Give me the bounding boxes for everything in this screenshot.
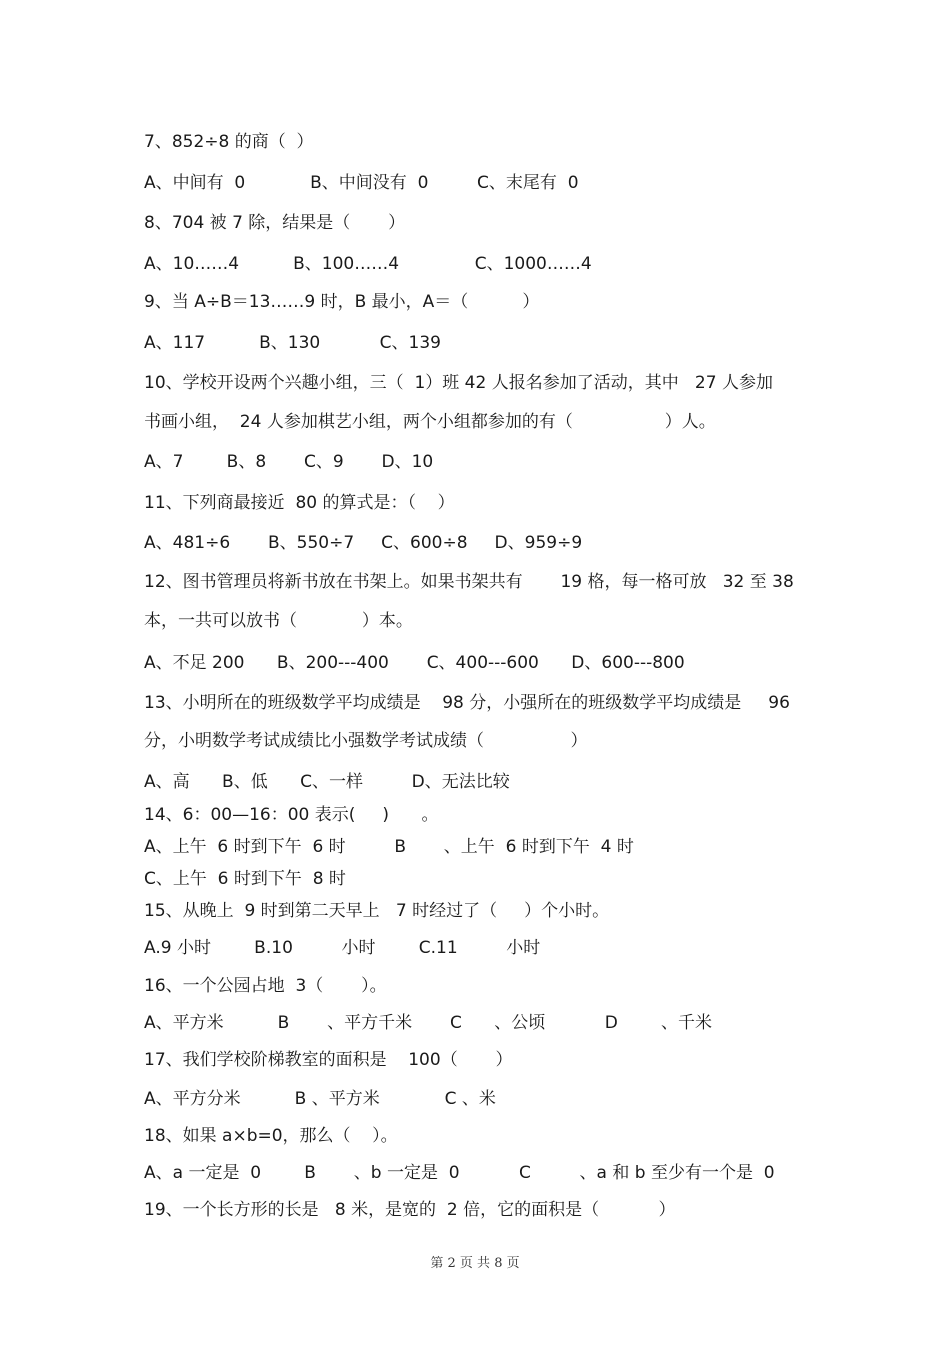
question-14-options-ab: A、上午 6 时到下午 6 时 B 、上午 6 时到下午 4 时 — [144, 837, 634, 857]
question-18: 18、如果 a×b=0，那么（ ）。 — [144, 1126, 398, 1146]
question-18-options: A、a 一定是 0 B 、b 一定是 0 C 、a 和 b 至少有一个是 0 — [144, 1163, 775, 1183]
question-7-options: A、中间有 0 B、中间没有 0 C、末尾有 0 — [144, 173, 579, 193]
question-10-cont: 书画小组， 24 人参加棋艺小组，两个小组都参加的有（ ）人。 — [144, 412, 716, 432]
question-15: 15、从晚上 9 时到第二天早上 7 时经过了（ ）个小时。 — [144, 901, 610, 921]
question-14-options-c: C、上午 6 时到下午 8 时 — [144, 869, 346, 889]
question-7: 7、852÷8 的商（ ） — [144, 132, 314, 152]
question-12-cont: 本，一共可以放书（ ）本。 — [144, 611, 413, 631]
question-10: 10、学校开设两个兴趣小组，三（ 1）班 42 人报名参加了活动，其中 27 人参加 — [144, 373, 773, 393]
question-14: 14、6：00—16：00 表示( ) 。 — [144, 805, 439, 825]
question-13-options: A、高 B、低 C、一样 D、无法比较 — [144, 772, 510, 792]
question-10-options: A、7 B、8 C、9 D、10 — [144, 452, 434, 472]
question-8: 8、704 被 7 除，结果是（ ） — [144, 213, 406, 233]
question-15-options: A.9 小时 B.10 小时 C.11 小时 — [144, 938, 541, 958]
question-9-options: A、117 B、130 C、139 — [144, 333, 441, 353]
question-11-options: A、481÷6 B、550÷7 C、600÷8 D、959÷9 — [144, 533, 583, 553]
question-11: 11、下列商最接近 80 的算式是：（ ） — [144, 493, 455, 513]
question-16: 16、一个公园占地 3（ ）。 — [144, 976, 387, 996]
question-9: 9、当 A÷B＝13……9 时，B 最小，A＝（ ） — [144, 292, 540, 312]
question-17: 17、我们学校阶梯教室的面积是 100（ ） — [144, 1050, 513, 1070]
question-8-options: A、10……4 B、100……4 C、1000……4 — [144, 254, 592, 274]
question-16-options: A、平方米 B 、平方千米 C 、公顷 D 、千米 — [144, 1013, 713, 1033]
question-13: 13、小明所在的班级数学平均成绩是 98 分，小强所在的班级数学平均成绩是 96 — [144, 693, 790, 713]
question-19: 19、一个长方形的长是 8 米，是宽的 2 倍，它的面积是（ ） — [144, 1200, 676, 1220]
page-footer: 第 2 页 共 8 页 — [430, 1256, 520, 1271]
question-17-options: A、平方分米 B 、平方米 C 、米 — [144, 1089, 496, 1109]
question-13-cont: 分，小明数学考试成绩比小强数学考试成绩（ ） — [144, 731, 588, 751]
question-12: 12、图书管理员将新书放在书架上。如果书架共有 19 格，每一格可放 32 至 38 — [144, 572, 794, 592]
question-12-options: A、不足 200 B、200---400 C、400---600 D、600---800 — [144, 653, 685, 673]
